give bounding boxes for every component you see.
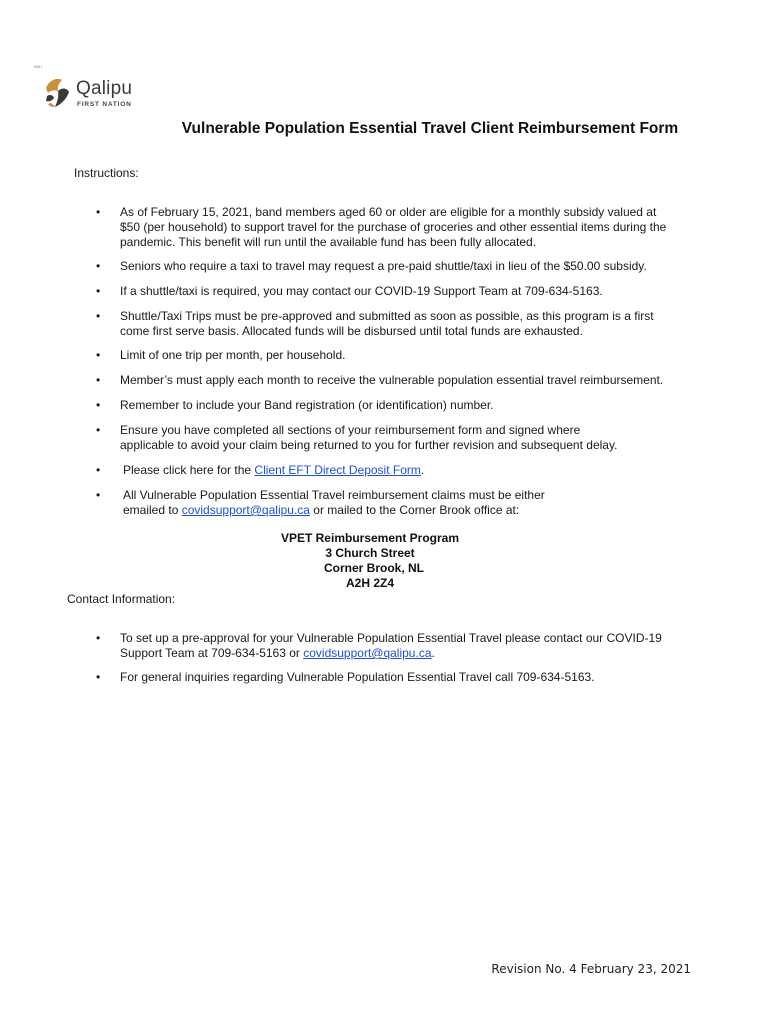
qalipu-logo-mark-icon — [43, 74, 71, 110]
eft-text-after: . — [420, 463, 425, 477]
bullet: • — [96, 631, 101, 645]
address-line: A2H 2Z4 — [345, 576, 395, 590]
list-item — [96, 463, 425, 478]
item-line: applicable to avoid your claim being returned to you for further revision and subsequent delay. — [120, 438, 618, 452]
logo-name: Qalipu — [76, 78, 133, 99]
bullet: • — [96, 309, 101, 323]
list-item — [96, 423, 618, 453]
bullet: • — [96, 348, 101, 362]
item-line: Shuttle/Taxi Trips must be pre-approved and submitted as soon as possible, as this program is a first — [120, 309, 654, 323]
item-line: Ensure you have completed all sections of your reimbursement form and signed where — [120, 423, 581, 437]
address-line: VPET Reimbursement Program — [280, 531, 460, 545]
item-line: pandemic. This benefit will run until the available fund has been fully allocated. — [120, 235, 537, 249]
bullet: • — [96, 373, 101, 387]
mailing-address — [0, 531, 740, 591]
list-item — [96, 398, 494, 413]
eft-text-before: Please click here for the — [123, 463, 255, 477]
contact-label: Contact Information: — [67, 592, 176, 606]
claims-text-before: emailed to — [123, 503, 182, 517]
item-line: Remember to include your Band registration (or identification) number. — [120, 398, 494, 412]
claims-text-after: or mailed to the Corner Brook office at: — [309, 503, 520, 517]
list-item — [96, 309, 654, 339]
item-line: To set up a pre-approval for your Vulnerable Population Essential Travel please contact our COVID-19 — [120, 631, 662, 645]
item-line: Seniors who require a taxi to travel may request a pre-paid shuttle/taxi in lieu of the $50.00 subsidy. — [120, 259, 647, 273]
item-line: $50 (per household) to support travel for the purchase of groceries and other essential items during the — [120, 220, 667, 234]
item-line: If a shuttle/taxi is required, you may contact our COVID-19 Support Team at 709-634-5163. — [120, 284, 603, 298]
revision-footer: Revision No. 4 February 23, 2021 — [491, 962, 691, 976]
item-line — [120, 646, 662, 661]
list-item — [96, 205, 667, 250]
covid-support-email-link[interactable]: covidsupport@qalipu.ca — [303, 646, 432, 660]
bullet: • — [96, 423, 101, 437]
list-item — [96, 631, 662, 661]
bullet: • — [96, 488, 101, 502]
item-line: come first serve basis. Allocated funds will be disbursed until total funds are exhausted. — [120, 324, 583, 338]
item-line: For general inquiries regarding Vulnerable Population Essential Travel call 709-634-5163. — [120, 670, 595, 684]
covid-support-email-link[interactable]: covidsupport@qalipu.ca — [181, 503, 310, 517]
bullet: • — [96, 463, 101, 477]
list-item — [96, 348, 346, 363]
bullet: • — [96, 670, 101, 684]
bullet: • — [96, 205, 101, 219]
item-line: Member’s must apply each month to receive the vulnerable population essential travel reimbursement. — [120, 373, 664, 387]
contact-text-after: . — [431, 646, 435, 660]
item-line: All Vulnerable Population Essential Travel reimbursement claims must be either — [123, 488, 545, 502]
list-item — [96, 670, 595, 685]
list-item — [96, 284, 603, 299]
bullet: • — [96, 284, 101, 298]
header-tiny-mark: Wit r — [34, 64, 43, 69]
logo-subtitle: FIRST NATION — [77, 101, 132, 108]
item-line: Limit of one trip per month, per household. — [120, 348, 346, 362]
instructions-label: Instructions: — [74, 166, 139, 180]
address-line: Corner Brook, NL — [323, 561, 424, 575]
list-item — [96, 259, 647, 274]
list-item — [96, 373, 664, 388]
address-line: 3 Church Street — [325, 546, 415, 560]
item-line — [123, 503, 545, 518]
bullet: • — [96, 259, 101, 273]
list-item — [96, 488, 545, 518]
eft-direct-deposit-form-link[interactable]: Client EFT Direct Deposit Form — [254, 463, 421, 477]
contact-text-before: Support Team at 709-634-5163 or — [120, 646, 304, 660]
form-title: Vulnerable Population Essential Travel Client Reimbursement Form — [181, 120, 679, 137]
bullet: • — [96, 398, 101, 412]
qalipu-logo — [43, 74, 133, 114]
item-line: As of February 15, 2021, band members aged 60 or older are eligible for a monthly subsidy valued at — [120, 205, 657, 219]
